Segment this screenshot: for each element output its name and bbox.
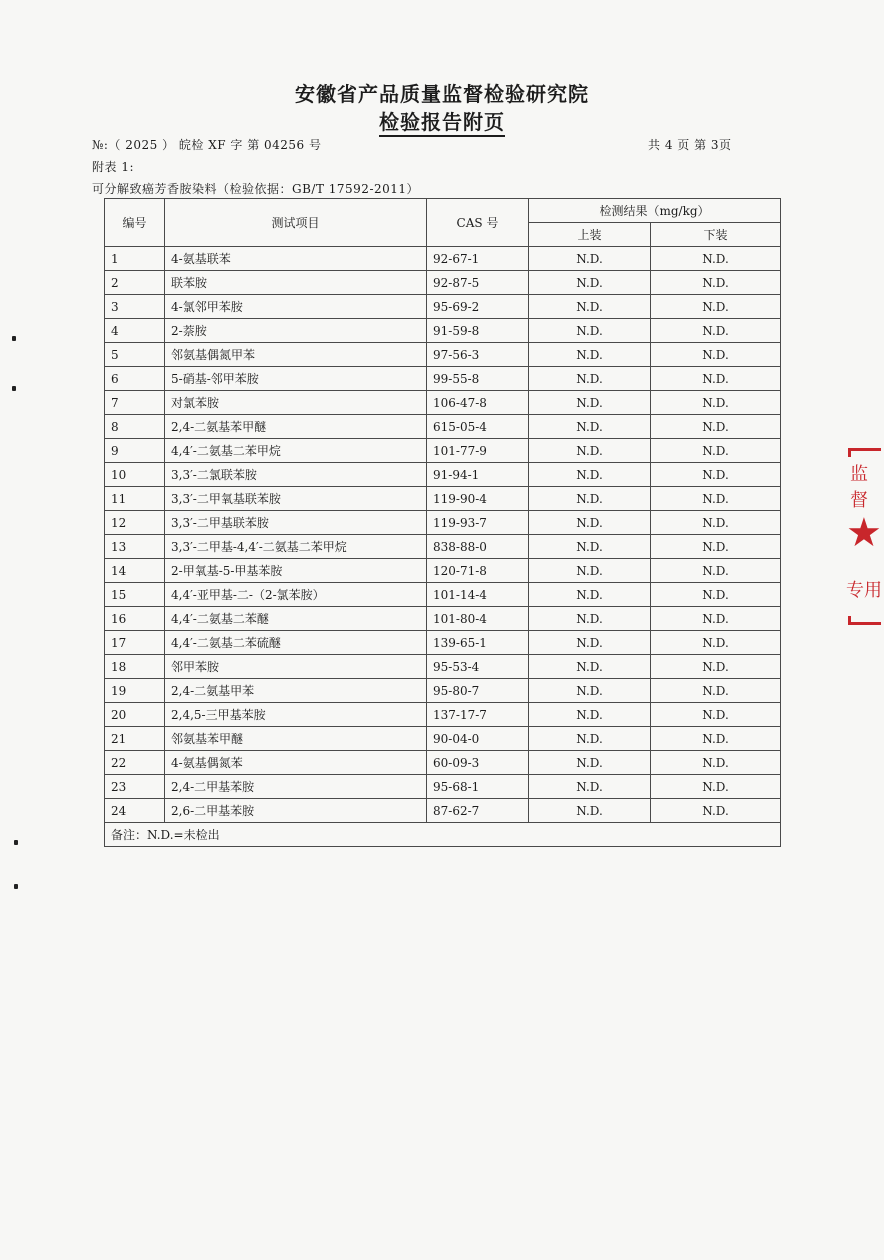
cell-cas: 137-17-7: [427, 703, 529, 727]
cell-lower-result: N.D.: [651, 559, 781, 583]
table-row: [105, 511, 781, 535]
cell-upper-result: N.D.: [529, 559, 651, 583]
seal-text-bottom: 专用: [846, 580, 882, 601]
cell-cas: 60-09-3: [427, 751, 529, 775]
table-row: [105, 679, 781, 703]
report-number: №:（ 2025 ） 皖检 XF 字 第 04256 号: [92, 138, 322, 152]
cell-no: 2: [105, 271, 165, 295]
cell-no: 18: [105, 655, 165, 679]
cell-upper-result: N.D.: [529, 271, 651, 295]
table-row: [105, 439, 781, 463]
cell-cas: 90-04-0: [427, 727, 529, 751]
cell-lower-result: N.D.: [651, 727, 781, 751]
cell-cas: 95-69-2: [427, 295, 529, 319]
cell-cas: 99-55-8: [427, 367, 529, 391]
cell-upper-result: N.D.: [529, 799, 651, 823]
cell-lower-result: N.D.: [651, 679, 781, 703]
table-row: [105, 751, 781, 775]
official-seal: [840, 448, 884, 628]
cell-upper-result: N.D.: [529, 727, 651, 751]
cell-test-item: 3,3′-二氯联苯胺: [165, 463, 427, 487]
cell-cas: 120-71-8: [427, 559, 529, 583]
table-row: [105, 799, 781, 823]
cell-upper-result: N.D.: [529, 511, 651, 535]
cell-no: 22: [105, 751, 165, 775]
cell-lower-result: N.D.: [651, 799, 781, 823]
cell-upper-result: N.D.: [529, 343, 651, 367]
scan-speck: [14, 884, 18, 889]
cell-upper-result: N.D.: [529, 679, 651, 703]
cell-test-item: 2-甲氧基-5-甲基苯胺: [165, 559, 427, 583]
cell-cas: 119-90-4: [427, 487, 529, 511]
table-row: [105, 295, 781, 319]
cell-test-item: 3,3′-二甲基-4,4′-二氨基二苯甲烷: [165, 535, 427, 559]
header-no: 编号: [105, 199, 165, 247]
cell-upper-result: N.D.: [529, 775, 651, 799]
cell-lower-result: N.D.: [651, 247, 781, 271]
cell-cas: 95-68-1: [427, 775, 529, 799]
cell-test-item: 联苯胺: [165, 271, 427, 295]
table-row: [105, 775, 781, 799]
cell-no: 11: [105, 487, 165, 511]
cell-test-item: 3,3′-二甲基联苯胺: [165, 511, 427, 535]
table-row: [105, 247, 781, 271]
cell-test-item: 2,6-二甲基苯胺: [165, 799, 427, 823]
cell-no: 7: [105, 391, 165, 415]
cell-lower-result: N.D.: [651, 295, 781, 319]
header-upper: 上装: [529, 223, 651, 247]
subtitle-text: 检验报告附页: [379, 110, 505, 137]
cell-lower-result: N.D.: [651, 583, 781, 607]
cell-upper-result: N.D.: [529, 751, 651, 775]
cell-no: 4: [105, 319, 165, 343]
table-body: [105, 247, 781, 823]
cell-no: 16: [105, 607, 165, 631]
cell-upper-result: N.D.: [529, 295, 651, 319]
cell-upper-result: N.D.: [529, 631, 651, 655]
cell-upper-result: N.D.: [529, 535, 651, 559]
cell-test-item: 4,4′-二氨基二苯甲烷: [165, 439, 427, 463]
page-subtitle: [0, 106, 884, 135]
table-row: [105, 703, 781, 727]
table-row: [105, 583, 781, 607]
table-row: [105, 391, 781, 415]
cell-lower-result: N.D.: [651, 535, 781, 559]
seal-border-bottom: [848, 616, 881, 625]
cell-cas: 838-88-0: [427, 535, 529, 559]
cell-no: 14: [105, 559, 165, 583]
cell-test-item: 4-氨基联苯: [165, 247, 427, 271]
cell-upper-result: N.D.: [529, 319, 651, 343]
cell-upper-result: N.D.: [529, 247, 651, 271]
table-row: [105, 655, 781, 679]
table-row: [105, 727, 781, 751]
cell-cas: 91-59-8: [427, 319, 529, 343]
cell-cas: 92-87-5: [427, 271, 529, 295]
cell-upper-result: N.D.: [529, 391, 651, 415]
cell-cas: 91-94-1: [427, 463, 529, 487]
cell-no: 21: [105, 727, 165, 751]
cell-no: 8: [105, 415, 165, 439]
cell-no: 17: [105, 631, 165, 655]
cell-lower-result: N.D.: [651, 775, 781, 799]
cell-no: 20: [105, 703, 165, 727]
cell-no: 23: [105, 775, 165, 799]
cell-lower-result: N.D.: [651, 655, 781, 679]
cell-cas: 92-67-1: [427, 247, 529, 271]
cell-lower-result: N.D.: [651, 271, 781, 295]
cell-cas: 101-80-4: [427, 607, 529, 631]
cell-lower-result: N.D.: [651, 607, 781, 631]
cell-test-item: 3,3′-二甲氧基联苯胺: [165, 487, 427, 511]
cell-cas: 87-62-7: [427, 799, 529, 823]
cell-test-item: 对氯苯胺: [165, 391, 427, 415]
cell-lower-result: N.D.: [651, 511, 781, 535]
cell-upper-result: N.D.: [529, 463, 651, 487]
header-result: 检测结果（mg/kg）: [529, 199, 781, 223]
star-icon: ★: [846, 510, 882, 556]
table-row: [105, 367, 781, 391]
cell-no: 9: [105, 439, 165, 463]
cell-no: 24: [105, 799, 165, 823]
cell-no: 10: [105, 463, 165, 487]
cell-test-item: 邻甲苯胺: [165, 655, 427, 679]
header-item: 测试项目: [165, 199, 427, 247]
cell-lower-result: N.D.: [651, 463, 781, 487]
cell-test-item: 2,4-二氨基甲苯: [165, 679, 427, 703]
cell-test-item: 4,4′-二氨基二苯醚: [165, 607, 427, 631]
table-row: [105, 319, 781, 343]
cell-no: 15: [105, 583, 165, 607]
cell-cas: 97-56-3: [427, 343, 529, 367]
table-row: [105, 535, 781, 559]
cell-upper-result: N.D.: [529, 487, 651, 511]
seal-border-top: [848, 448, 881, 457]
table-row: [105, 607, 781, 631]
cell-no: 6: [105, 367, 165, 391]
cell-no: 19: [105, 679, 165, 703]
cell-cas: 106-47-8: [427, 391, 529, 415]
cell-lower-result: N.D.: [651, 319, 781, 343]
cell-lower-result: N.D.: [651, 367, 781, 391]
table-header: [105, 199, 781, 247]
cell-test-item: 2,4,5-三甲基苯胺: [165, 703, 427, 727]
cell-upper-result: N.D.: [529, 367, 651, 391]
appendix-label: 附表 1:: [92, 160, 134, 174]
cell-upper-result: N.D.: [529, 583, 651, 607]
table-row: [105, 631, 781, 655]
cell-test-item: 5-硝基-邻甲苯胺: [165, 367, 427, 391]
cell-upper-result: N.D.: [529, 655, 651, 679]
cell-test-item: 2,4-二氨基苯甲醚: [165, 415, 427, 439]
cell-cas: 615-05-4: [427, 415, 529, 439]
scan-speck: [12, 336, 16, 341]
table-row: [105, 343, 781, 367]
table-row: [105, 463, 781, 487]
cell-test-item: 4,4′-亚甲基-二-（2-氯苯胺）: [165, 583, 427, 607]
table-row: [105, 415, 781, 439]
cell-test-item: 2-萘胺: [165, 319, 427, 343]
cell-no: 13: [105, 535, 165, 559]
cell-lower-result: N.D.: [651, 439, 781, 463]
header-lower: 下装: [651, 223, 781, 247]
test-scope: 可分解致癌芳香胺染料（检验依据：GB/T 17592-2011）: [92, 182, 420, 196]
cell-upper-result: N.D.: [529, 415, 651, 439]
cell-test-item: 4,4′-二氨基二苯硫醚: [165, 631, 427, 655]
page-count: 共 4 页 第 3页: [648, 138, 732, 152]
cell-lower-result: N.D.: [651, 487, 781, 511]
cell-cas: 95-80-7: [427, 679, 529, 703]
cell-no: 3: [105, 295, 165, 319]
cell-lower-result: N.D.: [651, 751, 781, 775]
cell-upper-result: N.D.: [529, 703, 651, 727]
table-note: 备注：N.D.=未检出: [105, 823, 781, 847]
cell-no: 12: [105, 511, 165, 535]
cell-test-item: 4-氨基偶氮苯: [165, 751, 427, 775]
cell-cas: 101-14-4: [427, 583, 529, 607]
cell-lower-result: N.D.: [651, 703, 781, 727]
cell-cas: 139-65-1: [427, 631, 529, 655]
scan-speck: [12, 386, 16, 391]
cell-test-item: 4-氯邻甲苯胺: [165, 295, 427, 319]
cell-test-item: 邻氨基偶氮甲苯: [165, 343, 427, 367]
seal-text-top: 监督: [850, 464, 868, 511]
cell-no: 5: [105, 343, 165, 367]
cell-upper-result: N.D.: [529, 439, 651, 463]
cell-test-item: 邻氨基苯甲醚: [165, 727, 427, 751]
institute-title: 安徽省产品质量监督检验研究院: [295, 82, 589, 106]
cell-lower-result: N.D.: [651, 631, 781, 655]
cell-lower-result: N.D.: [651, 415, 781, 439]
cell-lower-result: N.D.: [651, 343, 781, 367]
table-row: [105, 559, 781, 583]
cell-cas: 119-93-7: [427, 511, 529, 535]
cell-test-item: 2,4-二甲基苯胺: [165, 775, 427, 799]
cell-upper-result: N.D.: [529, 607, 651, 631]
results-table: [104, 198, 781, 847]
header-cas: CAS 号: [427, 199, 529, 247]
cell-lower-result: N.D.: [651, 391, 781, 415]
cell-cas: 95-53-4: [427, 655, 529, 679]
table-row: [105, 271, 781, 295]
table-row: [105, 487, 781, 511]
cell-cas: 101-77-9: [427, 439, 529, 463]
cell-no: 1: [105, 247, 165, 271]
scan-speck: [14, 840, 18, 845]
